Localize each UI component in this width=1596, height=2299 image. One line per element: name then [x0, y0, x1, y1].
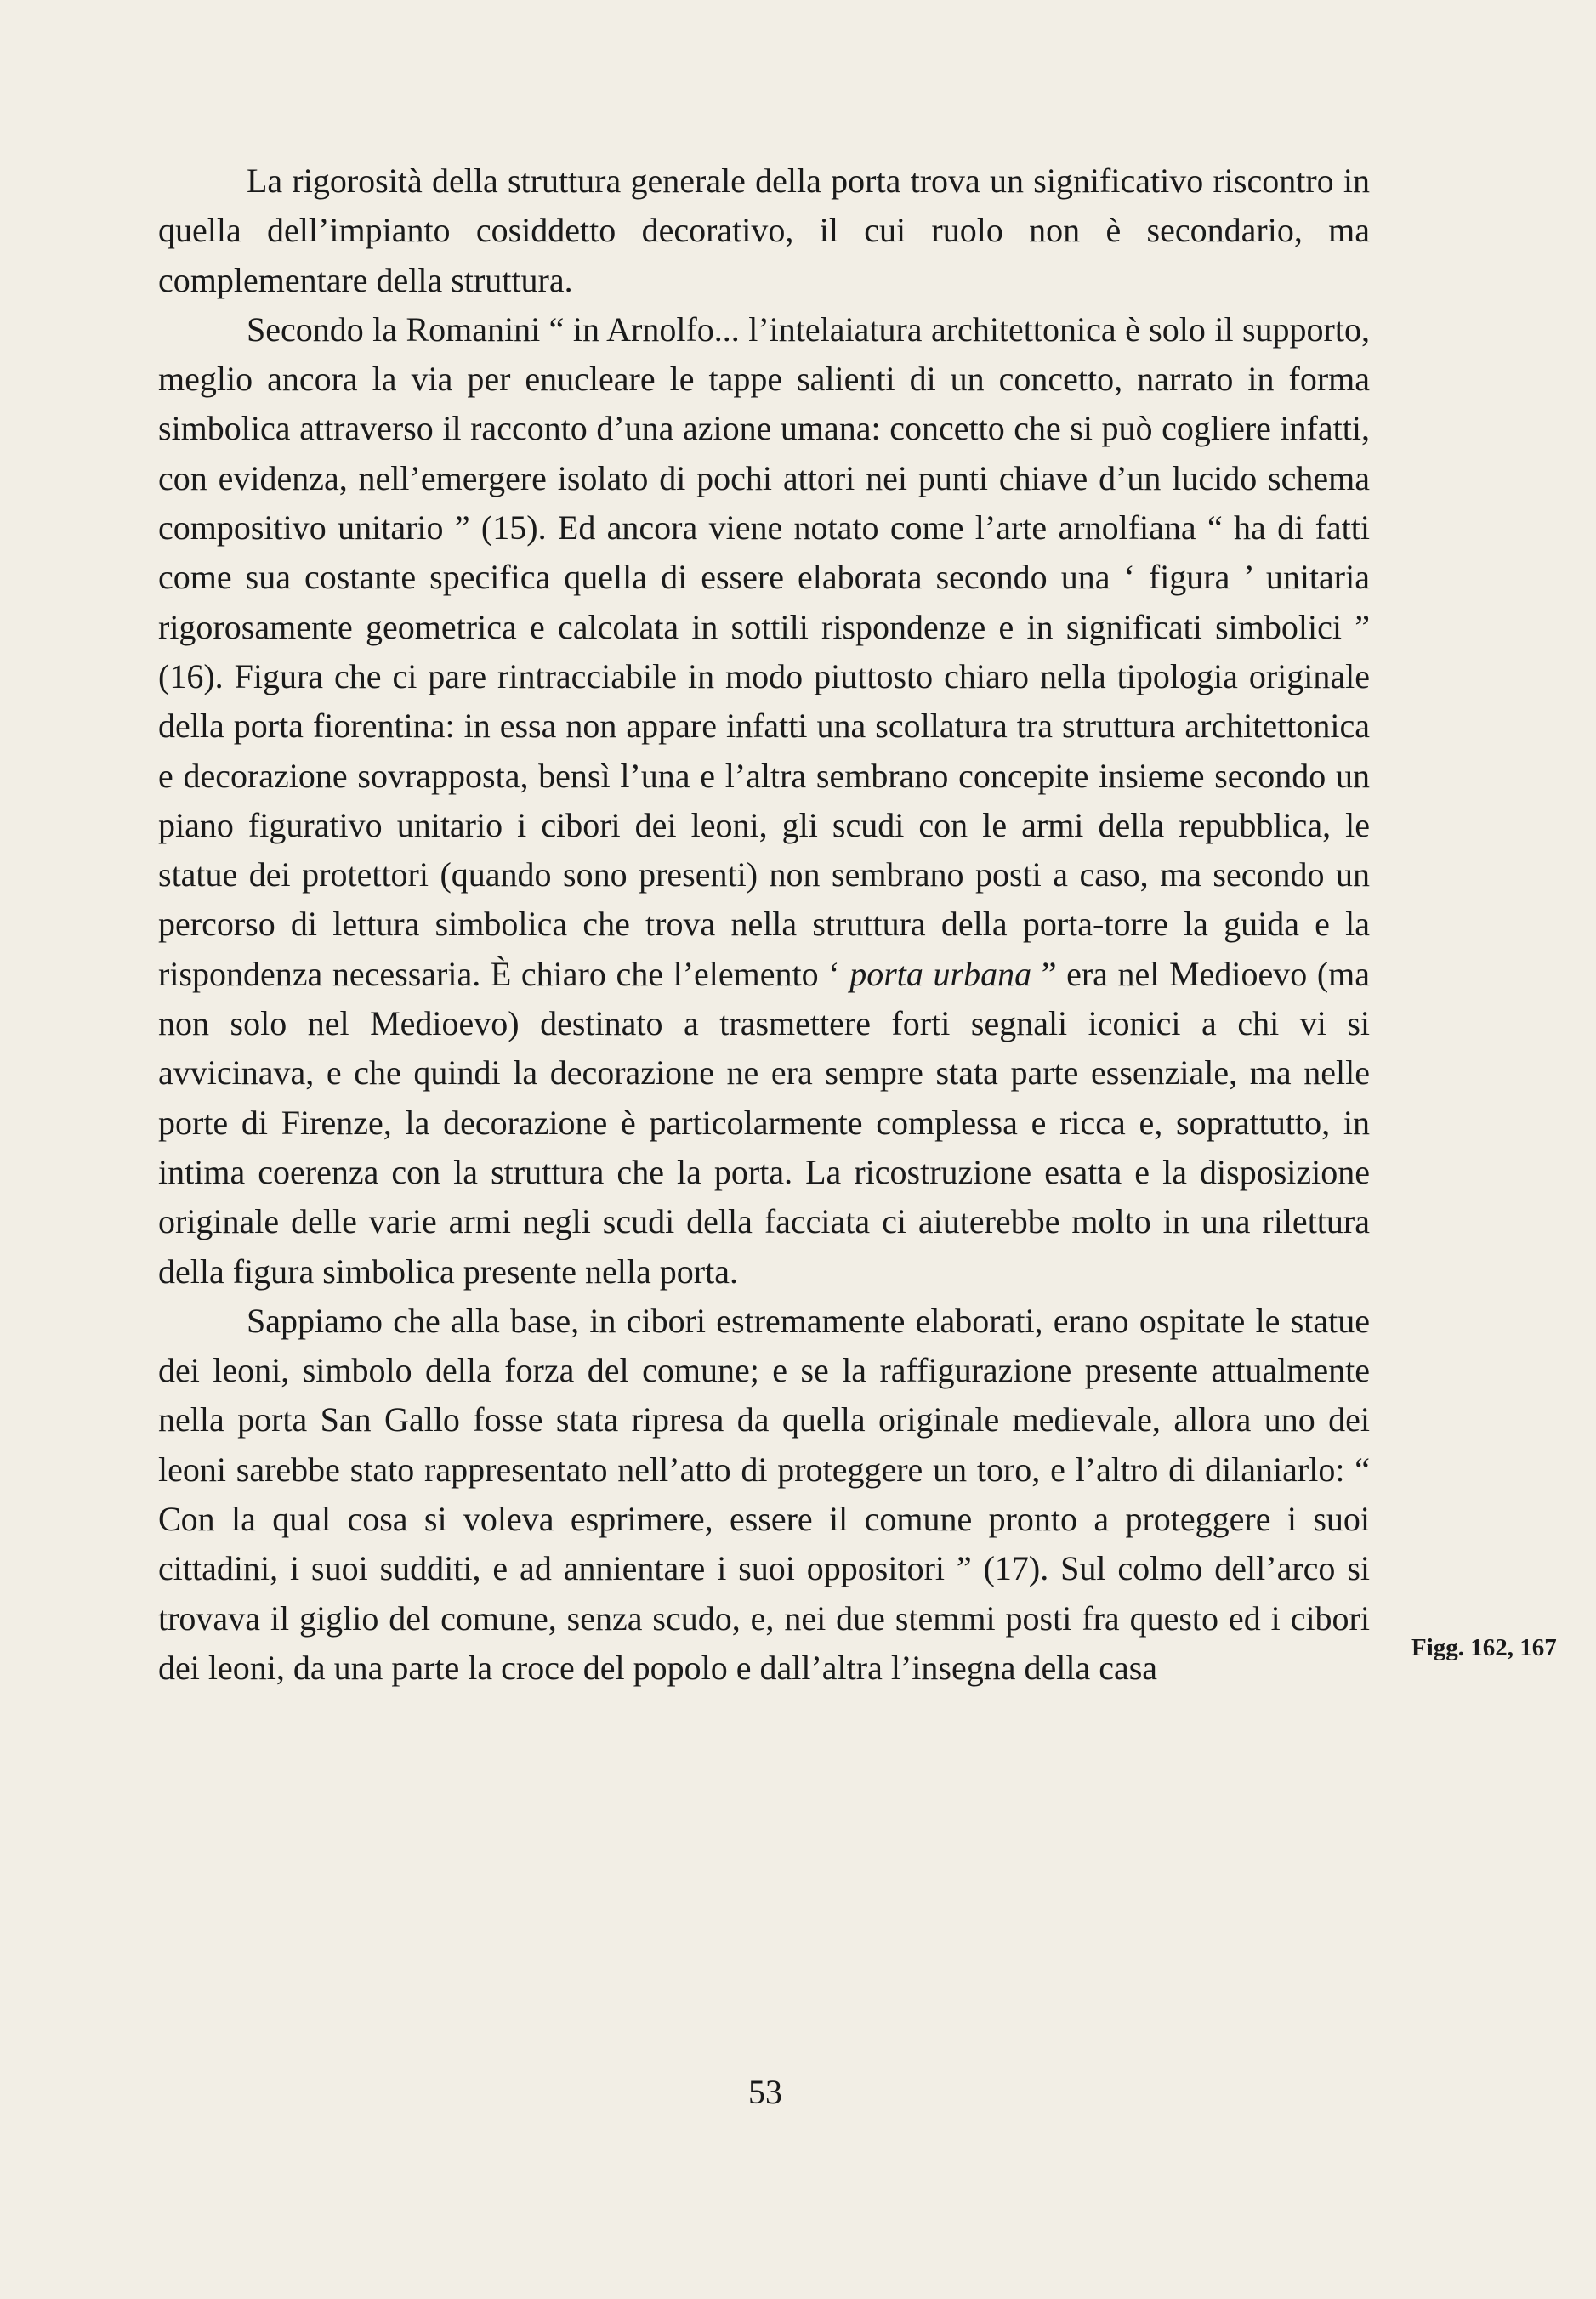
quote-open: ‘	[818, 954, 840, 993]
paragraph-2-continued: era nel Medioevo (ma non solo nel Medioevo) destinato a trasmettere forti segnali iconici a chi vi si avvicinava, e che quindi la decorazione ne era sempre stata parte essenziale, ma nelle porte di Firenze, la decorazione è particolarmente complessa e ricca e, soprattutto, in intima coerenza con la struttura che la porta. La ricostruzione esatta e la disposizione originale delle varie armi negli scudi della facciata ci aiuterebbe molto in una rilettura della figura simbolica presente nella porta.	[158, 954, 1371, 1291]
paragraph-2-text: Secondo la Romanini “ in Arnolfo... l’intelaiatura architettonica è solo il supporto, meglio ancora la via per enucleare le tappe salienti di un concetto, narrato in forma simbolica attraverso il racconto d’una azione umana: concetto che si può cogliere infatti, con evidenza, nell’emergere isolato di pochi attori nei punti chiave d’un lucido schema compositivo unitario ” (15). Ed ancora viene notato come l’arte arnolfiana “ ha di fatti come sua costante specifica quella di essere elaborata secondo una ‘ figura ’ unitaria rigorosamente geometrica e calcolata in sottili rispondenze e in significati simbolici ” (16). Figura che ci pare rintracciabile in modo piuttosto chiaro nella tipologia originale della porta fiorentina: in essa non appare infatti una scollatura tra struttura architettonica e decorazione sovrapposta, bensì l’una e l’altra sembrano concepite insieme secondo un piano figurativo unitario i cibori dei leoni, gli scudi con le armi della repubblica, le statue dei protettori (quando sono presenti) non sembrano posti a caso, ma secondo un percorso di lettura simbolica che trova nella struttura della porta-torre la guida e la rispondenza necessaria. È chiaro che l’elemento	[158, 309, 1370, 993]
paragraph-3: Sappiamo che alla base, in cibori estremamente elaborati, erano ospitate le statue dei leoni, simbolo della forza del comune; e se la raffigurazione presente attualmente nella porta San Gallo fosse stata ripresa da quella originale medievale, allora uno dei leoni sarebbe stato rappresentato nell’atto di proteggere un toro, e l’altro di dilaniarlo: “ Con la qual cosa si voleva esprimere, essere il comune pronto a proteggere i suoi cittadini, i suoi sudditi, e ad annientare i suoi oppositori ” (17). Sul colmo dell’arco si trovava il giglio del comune, senza scudo, e, nei due stemmi posti fra questo ed i cibori dei leoni, da una parte la croce del popolo e dall’altra l’insegna della casa	[158, 1301, 1370, 1687]
quote-close: ”	[1041, 954, 1057, 993]
paragraph-1: La rigorosità della struttura generale della porta trova un significativo riscontro in quella dell’impianto cosiddetto decorativo, il cui ruolo non è secondario, ma complementare della struttura.	[158, 162, 1370, 299]
italic-term: porta urbana	[849, 954, 1032, 993]
figure-reference-note: Figg. 162, 167	[1411, 1634, 1557, 1661]
paragraph-2	[158, 305, 1370, 1297]
page-number: 53	[748, 2073, 782, 2111]
body-text	[158, 156, 1370, 1693]
